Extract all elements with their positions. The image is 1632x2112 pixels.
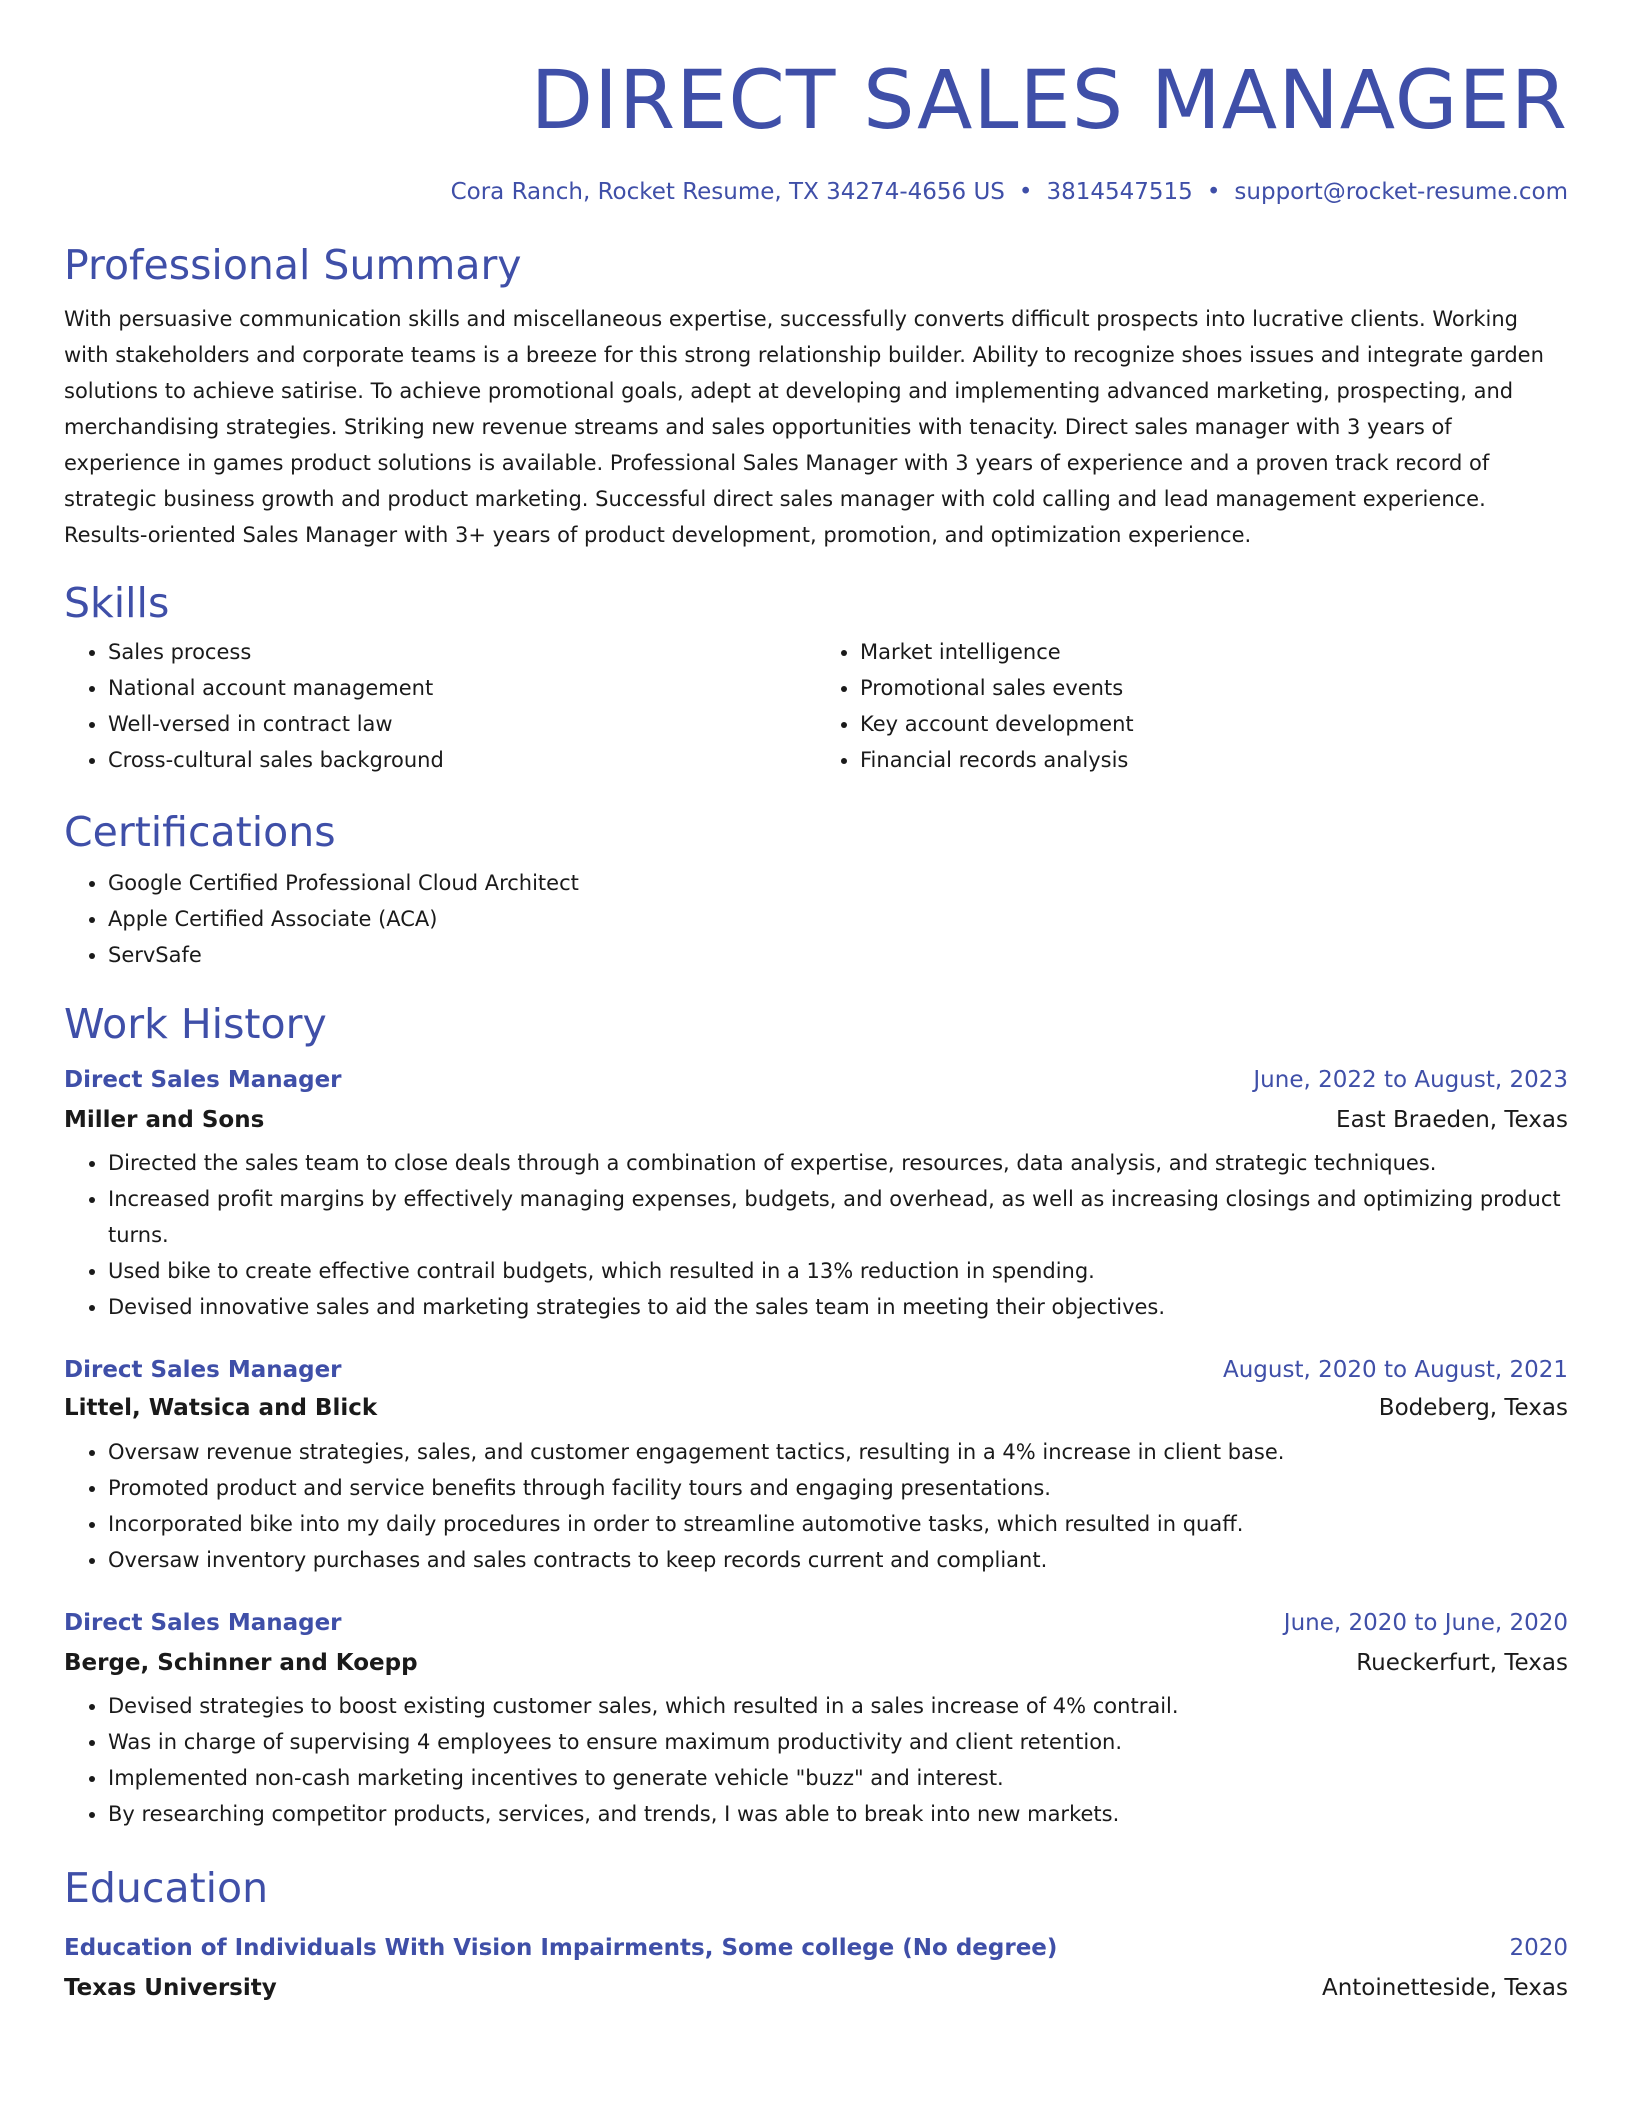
education-school-row: [64, 1977, 1568, 2000]
summary-line: solutions to achieve satirise. To achieve promotional goals, adept at developing and implementing advanced marketing, prospecting, and: [64, 379, 1514, 403]
job-dates: August, 2020 to August, 2021: [1223, 1357, 1568, 1383]
education-degree: Education of Individuals With Vision Impairments, Some college (No degree): [64, 1935, 1058, 1961]
resume-page: [64, 0, 1568, 2000]
job-header-row: [64, 1069, 1568, 1092]
job-company: Miller and Sons: [64, 1107, 265, 1133]
job-company: Berge, Schinner and Koepp: [64, 1650, 418, 1676]
skill-item: • Promotional sales events: [860, 670, 1568, 706]
summary-line: Results-oriented Sales Manager with 3+ years of product development, promotion, and optimization experience.: [64, 523, 1252, 547]
summary-paragraph: [64, 301, 1568, 553]
job-company-row: [64, 1397, 1568, 1420]
job-title: Direct Sales Manager: [64, 1067, 342, 1093]
skill-item: • Market intelligence: [860, 634, 1568, 670]
certification-item: • ServSafe: [108, 937, 1568, 973]
certification-item: • Google Certified Professional Cloud Architect: [108, 865, 1568, 901]
job-bullet: • Increased profit margins by effectively managing expenses, budgets, and overhead, as well as increasing closings and optimizing product turns.: [108, 1181, 1568, 1253]
skill-item: • National account management: [108, 670, 816, 706]
contact-phone: 3814547515: [1046, 179, 1193, 205]
contact-line: [64, 181, 1568, 204]
job-bullet: • Promoted product and service benefits through facility tours and engaging presentations.: [108, 1470, 1568, 1506]
job-location: Rueckerfurt, Texas: [1356, 1650, 1568, 1676]
job-bullet: • Oversaw inventory purchases and sales contracts to keep records current and compliant.: [108, 1542, 1568, 1578]
job-bullets: [64, 1145, 1568, 1325]
certification-item: • Apple Certified Associate (ACA): [108, 901, 1568, 937]
job-bullet: • By researching competitor products, services, and trends, I was able to break into new markets.: [108, 1796, 1568, 1832]
summary-line: strategic business growth and product marketing. Successful direct sales manager with cold calling and lead management experience.: [64, 487, 1486, 511]
education-school: Texas University: [64, 1975, 277, 2001]
job-bullet: • Oversaw revenue strategies, sales, and customer engagement tactics, resulting in a 4% increase in client base.: [108, 1434, 1568, 1470]
skill-item: • Key account development: [860, 706, 1568, 742]
education-location: Antoinetteside, Texas: [1321, 1975, 1568, 2001]
job-dates: June, 2020 to June, 2020: [1283, 1610, 1568, 1636]
summary-line: merchandising strategies. Striking new revenue streams and sales opportunities with tenacity. Direct sales manager with 3 years of: [64, 415, 1452, 439]
job-entry: [64, 1069, 1568, 1325]
skills-list-left: [64, 634, 816, 778]
skill-item: • Sales process: [108, 634, 816, 670]
skills-grid: [64, 634, 1568, 778]
contact-separator: •: [1206, 179, 1221, 205]
job-bullets: [64, 1434, 1568, 1578]
certifications-list: [64, 865, 1568, 973]
job-entry: [64, 1612, 1568, 1832]
job-company-row: [64, 1652, 1568, 1675]
job-dates: June, 2022 to August, 2023: [1253, 1067, 1568, 1093]
job-header-row: [64, 1612, 1568, 1635]
education-entry: [64, 1937, 1568, 2000]
job-company-row: [64, 1109, 1568, 1132]
skill-item: • Cross-cultural sales background: [108, 742, 816, 778]
job-bullet: • Was in charge of supervising 4 employees to ensure maximum productivity and client retention.: [108, 1724, 1568, 1760]
job-bullet: • Directed the sales team to close deals through a combination of expertise, resources, data analysis, and strategic techniques.: [108, 1145, 1568, 1181]
job-company: Littel, Watsica and Blick: [64, 1395, 378, 1421]
section-title-skills: Skills: [64, 579, 170, 627]
skills-list-right: [816, 634, 1568, 778]
job-location: Bodeberg, Texas: [1378, 1395, 1568, 1421]
job-bullet: • Implemented non-cash marketing incentives to generate vehicle "buzz" and interest.: [108, 1760, 1568, 1796]
education-header-row: [64, 1937, 1568, 1960]
job-bullet: • Devised innovative sales and marketing strategies to aid the sales team in meeting their objectives.: [108, 1289, 1568, 1325]
job-bullet: • Used bike to create effective contrail budgets, which resulted in a 13% reduction in spending.: [108, 1253, 1568, 1289]
job-location: East Braeden, Texas: [1336, 1107, 1568, 1133]
job-title: Direct Sales Manager: [64, 1357, 342, 1383]
section-title-education: Education: [64, 1864, 269, 1912]
summary-line: experience in games product solutions is available. Professional Sales Manager with 3 years of experience and a proven track record of: [64, 451, 1490, 475]
job-bullets: [64, 1688, 1568, 1832]
contact-email[interactable]: support@rocket-resume.com: [1234, 179, 1568, 205]
section-title-work-history: Work History: [64, 1000, 327, 1048]
summary-line: With persuasive communication skills and miscellaneous expertise, successfully converts difficult prospects into lucrative clients. Working: [64, 307, 1518, 331]
section-title-certifications: Certifications: [64, 808, 336, 856]
skill-item: • Financial records analysis: [860, 742, 1568, 778]
education-year: 2020: [1509, 1935, 1568, 1961]
job-bullet: • Devised strategies to boost existing customer sales, which resulted in a sales increase of 4% contrail.: [108, 1688, 1568, 1724]
section-title-summary: Professional Summary: [64, 241, 522, 289]
resume-title: DIRECT SALES MANAGER: [530, 54, 1568, 148]
contact-address: Cora Ranch, Rocket Resume, TX 34274-4656 US: [450, 179, 1005, 205]
job-entry: [64, 1359, 1568, 1578]
job-bullet: • Incorporated bike into my daily procedures in order to streamline automotive tasks, which resulted in quaff.: [108, 1506, 1568, 1542]
contact-separator: •: [1018, 179, 1033, 205]
job-header-row: [64, 1359, 1568, 1382]
skill-item: • Well-versed in contract law: [108, 706, 816, 742]
summary-line: with stakeholders and corporate teams is a breeze for this strong relationship builder. Ability to recognize shoes issues and integrate garden: [64, 343, 1544, 367]
job-title: Direct Sales Manager: [64, 1610, 342, 1636]
